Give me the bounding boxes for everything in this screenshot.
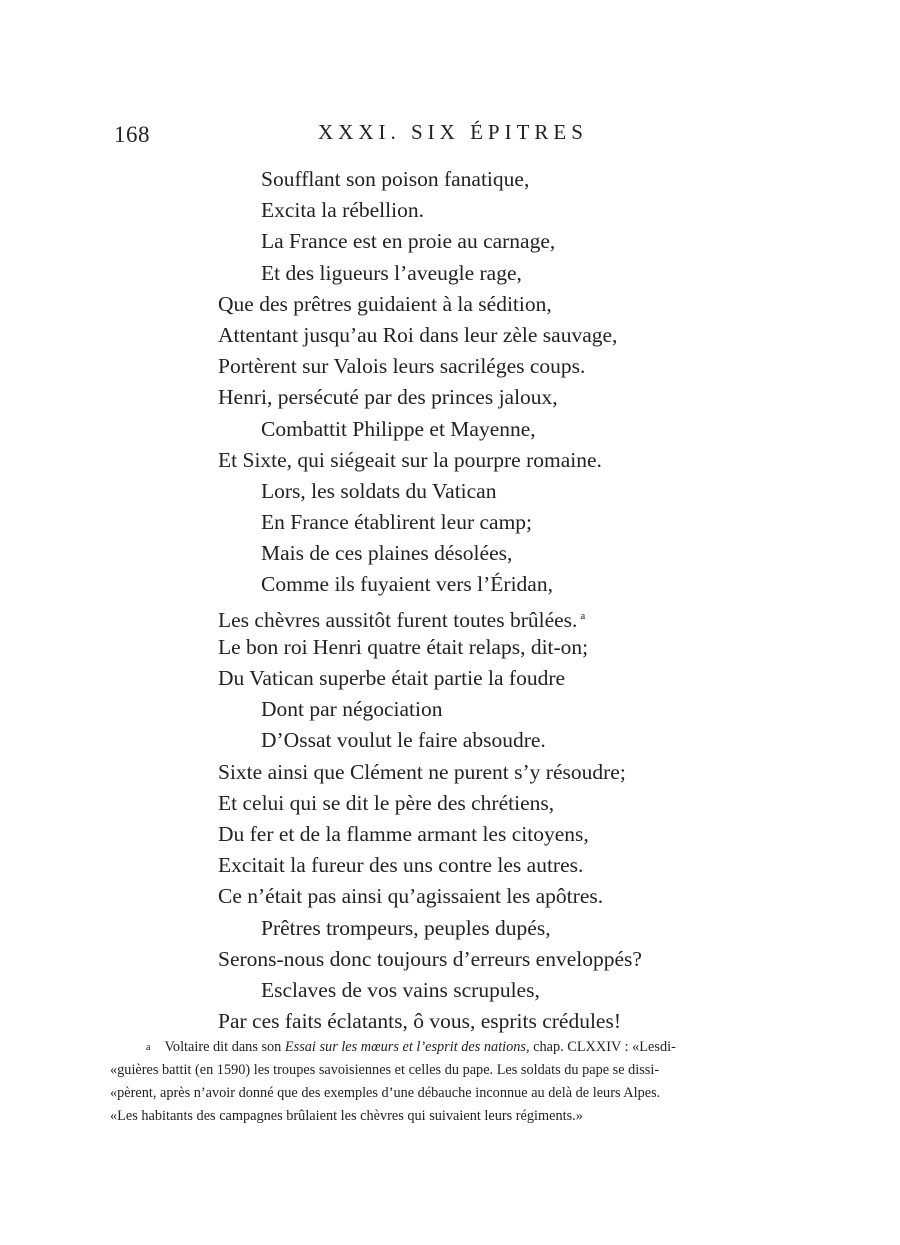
verse-text: Par ces faits éclatants, ô vous, esprits crédules! [218,1009,621,1034]
verse-line [218,164,738,195]
verse-line [218,1006,738,1037]
verse-text: Henri, persécuté par des princes jaloux, [218,385,558,410]
footnote-text: Voltaire dit dans son [164,1039,285,1055]
footnote-mark: a [146,1042,151,1053]
verse-line [218,850,738,881]
footnote-line: «pèrent, après n’avoir donné que des exemples d’une débauche inconnue au delà de leurs Alpes. [110,1085,661,1101]
verse-text: Excitait la fureur des uns contre les autres. [218,853,584,878]
running-head [0,118,900,152]
verse-line [218,414,738,445]
verse-line [218,226,738,257]
verse-text: Ce n’était pas ainsi qu’agissaient les apôtres. [218,884,604,909]
verse-line [218,881,738,912]
verse-text: Le bon roi Henri quatre était relaps, dit-on; [218,634,589,659]
footnote-line: «guières battit (en 1590) les troupes savoisiennes et celles du pape. Les soldats du pape se dissi- [110,1062,660,1078]
verse-line [218,382,738,413]
verse-line [218,725,738,756]
verse-text: Comme ils fuyaient vers l’Éridan, [261,572,553,597]
verse-line [218,913,738,944]
verse-text: Les chèvres aussitôt furent toutes brûlées. [218,607,578,632]
verse-line [218,476,738,507]
verse-line [218,944,738,975]
verse-text: D’Ossat voulut le faire absoudre. [261,728,546,753]
verse-text: Attentant jusqu’au Roi dans leur zèle sauvage, [218,322,618,347]
verse-text: Soufflant son poison fanatique, [261,167,530,191]
verse-line [218,757,738,788]
verse-text: Esclaves de vos vains scrupules, [261,977,540,1002]
verse-text: Mais de ces plaines désolées, [261,541,513,566]
running-title: XXXI. SIX ÉPITRES [318,120,588,144]
verse-line [218,507,738,538]
verse-line [218,601,738,632]
verse-text: Portèrent sur Valois leurs sacriléges coups. [218,354,586,379]
verse-line [218,445,738,476]
verse-line [218,351,738,382]
footnote [110,1036,810,1128]
verse-line [218,569,738,600]
verse-text: Combattit Philippe et Mayenne, [261,416,536,441]
footnote-text: chap. CLXXIV : «Lesdi- [529,1039,676,1055]
verse-text: Que des prêtres guidaient à la sédition, [218,291,552,316]
verse-line [218,975,738,1006]
verse-text: Excita la rébellion. [261,198,424,223]
verse-text: Et celui qui se dit le père des chrétiens, [218,790,555,815]
verse-text: Et des ligueurs l’aveugle rage, [261,260,522,285]
footnote-book-title: Essai sur les mœurs et l’esprit des nations, [284,1039,530,1055]
verse-line [218,538,738,569]
verse-line [218,195,738,226]
verse-text: Serons-nous donc toujours d’erreurs enveloppés? [218,946,642,971]
verse-line [218,632,738,663]
footnote-line [110,1036,810,1059]
verse-text: Sixte ainsi que Clément ne purent s’y résoudre; [218,759,626,784]
verse-text: Du Vatican superbe était partie la foudre [218,666,566,690]
footnote-line: «Les habitants des campagnes brûlaient les chèvres qui suivaient leurs régiments.» [110,1108,583,1124]
verse-text: Et Sixte, qui siégeait sur la pourpre romaine. [218,447,602,472]
verse-line [218,289,738,320]
verse-line [218,663,738,694]
verse-text: Lors, les soldats du Vatican [261,478,497,503]
page-number: 168 [114,122,150,147]
verse-text: Du fer et de la flamme armant les citoyens, [218,821,589,846]
verse-line [218,788,738,819]
verse-text: En France établirent leur camp; [261,510,533,535]
verse-line [218,258,738,289]
poem [218,164,738,1037]
verse-line [218,320,738,351]
verse-line [218,819,738,850]
verse-text: Prêtres trompeurs, peuples dupés, [261,915,551,940]
footnote-reference[interactable]: a [580,609,586,622]
verse-text: Dont par négociation [261,697,443,722]
verse-line [218,694,738,725]
verse-text: La France est en proie au carnage, [261,229,556,254]
